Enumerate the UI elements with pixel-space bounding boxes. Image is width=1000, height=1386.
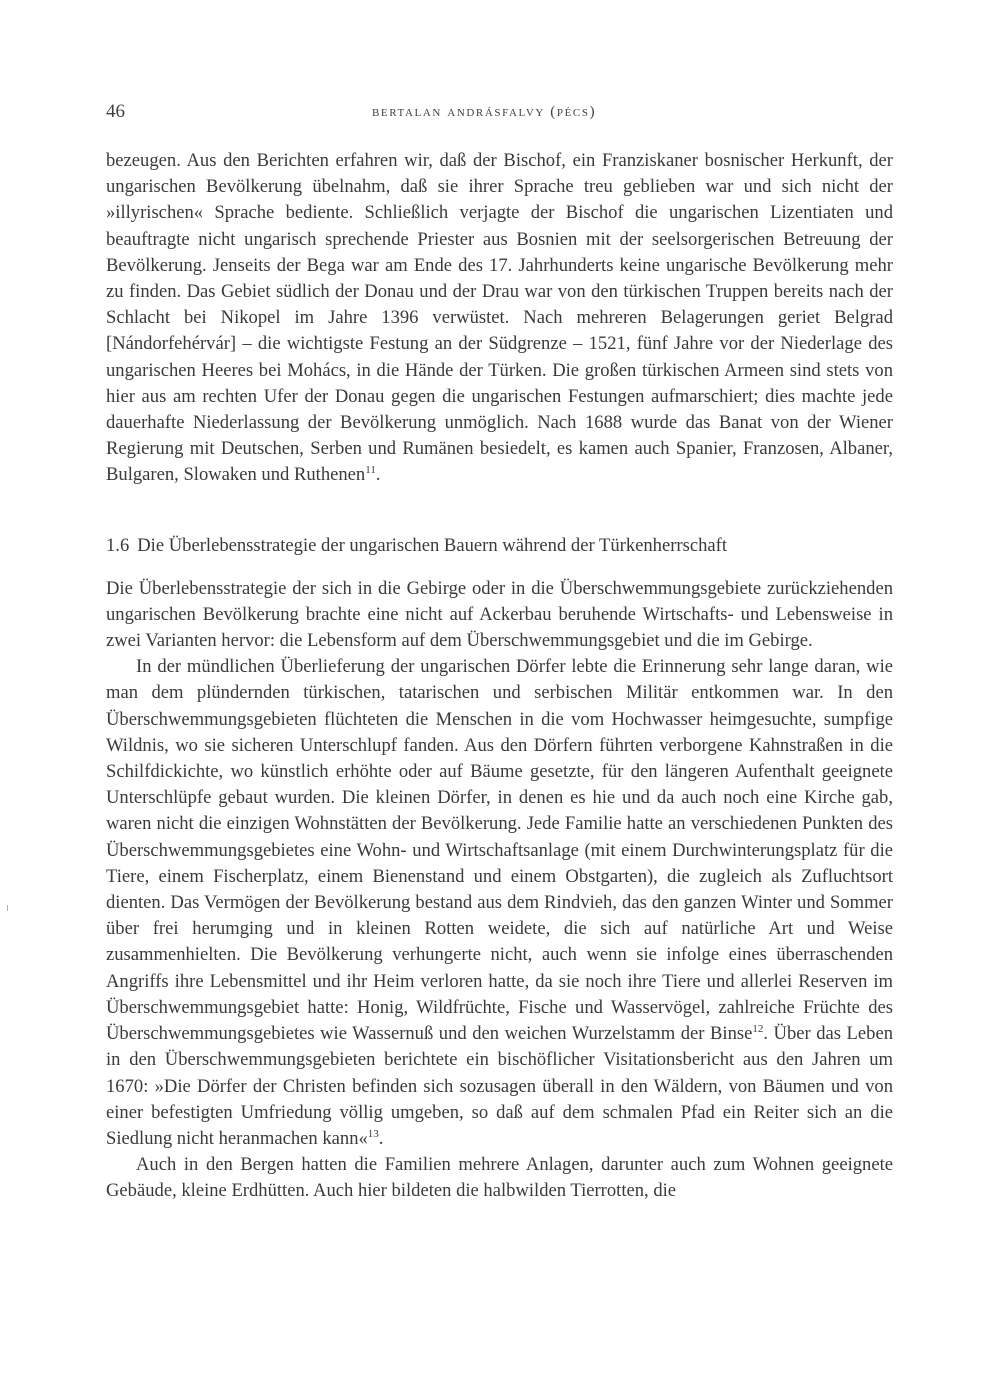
section-heading	[106, 533, 893, 559]
footnote-ref-12: 12	[752, 1023, 764, 1036]
section-title: Die Überlebensstrategie der ungarischen Bauern während der Türkenherrschaft	[137, 534, 728, 556]
paragraph-2-text: Die Überlebensstrategie der sich in die Gebirge oder in die Überschwemmungsgebiete zurückziehenden ungarischen Bevölkerung brachte eine nicht auf Ackerbau beruhende Wirtschafts- und Lebensweise in zwei Varianten hervor: die Lebensform auf dem Überschwemmungsgebiet und die im Gebirge.	[106, 577, 893, 652]
paragraph-2	[106, 576, 893, 655]
paragraph-3-text-a: In der mündlichen Überlieferung der ungarischen Dörfer lebte die Erinnerung sehr lange daran, wie man dem plündernden türkischen, tatarischen und serbischen Militär entkommen war. In den Überschwemmungsgebieten flüchteten die Menschen in die vom Hochwasser heimgesuchte, sumpfige Wildnis, wo sie sicheren Unterschlupf fanden. Aus den Dörfern führten verborgene Kahnstraßen in die Schilfdickichte, wo künstlich erhöhte oder auf Bäume gesetzte, für den längeren Aufenthalt geeignete Unterschlüpfe gebaut wurden. Die kleinen Dörfer, in denen es hie und da auch noch eine Kirche gab, waren nicht die einzigen Wohnstätten der Bevölkerung. Jede Familie hatte an verschiedenen Punkten des Überschwemmungsgebietes eine Wohn- und Wirtschaftsanlage (mit einem Durchwinterungsplatz für die Tiere, einem Fischerplatz, einem Bienenstand und einem Obstgarten), die zugleich als Zufluchtsort dienten. Das Vermögen der Bevölkerung bestand aus dem Rindvieh, das den ganzen Winter und Sommer über frei herumging und in kleinen Rotten weidete, die sich auf natürliche Art und Weise zusammenhielten. Die Bevölkerung verhungerte nicht, auch wenn sie infolge eines überraschenden Angriffs ihre Lebensmittel und ihr Heim verloren hatte, da sie noch ihre Tiere und allerlei Reserven im Überschwemmungsgebiet hatte: Honig, Wildfrüchte, Fische und Wasservögel, zahlreiche Früchte des Überschwemmungsgebietes wie Wassernuß und den weichen Wurzelstamm der Binse	[106, 656, 893, 1045]
paragraph-3	[106, 654, 893, 1152]
paragraph-4	[106, 1152, 893, 1204]
paragraph-3-tail: .	[378, 1127, 384, 1149]
paragraph-3-text-b: . Über das Leben in den Überschwemmungsgebieten berichtete ein bischöflicher Visitationsbericht aus den Jahren um 1670: »Die Dörfer der Christen befinden sich sozusagen überall in den Wäldern, von Bäumen und von einer befestigten Umfriedung völlig umgeben, so daß auf dem schmalen Pfad ein Reiter sich an die Siedlung nicht heranmachen kann«	[106, 1023, 893, 1149]
paragraph-1	[106, 148, 893, 489]
footnote-ref-11: 11	[365, 464, 376, 477]
page-header	[106, 101, 896, 127]
running-head: bertalan andrásfalvy (pécs)	[372, 104, 597, 120]
body-text	[106, 148, 893, 1205]
section-number: 1.6	[106, 534, 130, 556]
scan-margin-mark	[7, 905, 8, 911]
footnote-ref-13: 13	[367, 1127, 379, 1140]
page-number: 46	[106, 101, 125, 122]
paragraph-1-text: bezeugen. Aus den Berichten erfahren wir, daß der Bischof, ein Franziskaner bosnischer Herkunft, der ungarischen Bevölkerung übelnahm, daß sie ihrer Sprache treu geblieben war und sich nicht der »illyrischen« Sprache bediente. Schließlich verjagte der Bischof die ungarischen Lizentiaten und beauftragte nicht ungarisch sprechende Priester aus Bosnien mit der seelsorgerischen Betreuung der Bevölkerung. Jenseits der Bega war am Ende des 17. Jahrhunderts keine ungarische Bevölkerung mehr zu finden. Das Gebiet südlich der Donau und der Drau war von den türkischen Truppen bereits nach der Schlacht bei Nikopel im Jahre 1396 verwüstet. Nach mehreren Belagerungen geriet Belgrad [Nándorfehérvár] – die wichtigste Festung an der Südgrenze – 1521, fünf Jahre vor der Niederlage des ungarischen Heeres bei Mohács, in die Hände der Türken. Die großen türkischen Armeen sind stets von hier aus am rechten Ufer der Donau gegen die ungarischen Festungen aufmarschiert; dies machte jede dauerhafte Niederlassung der Bevölkerung unmöglich. Nach 1688 wurde das Banat von der Wiener Regierung mit Deutschen, Serben und Rumänen besiedelt, es kamen auch Spanier, Franzosen, Albaner, Bulgaren, Slowaken und Ruthenen	[106, 150, 893, 486]
paragraph-1-tail: .	[375, 464, 381, 486]
paragraph-4-text: Auch in den Bergen hatten die Familien mehrere Anlagen, darunter auch zum Wohnen geeignete Gebäude, kleine Erdhütten. Auch hier bildeten die halbwilden Tierrotten, die	[106, 1154, 893, 1202]
